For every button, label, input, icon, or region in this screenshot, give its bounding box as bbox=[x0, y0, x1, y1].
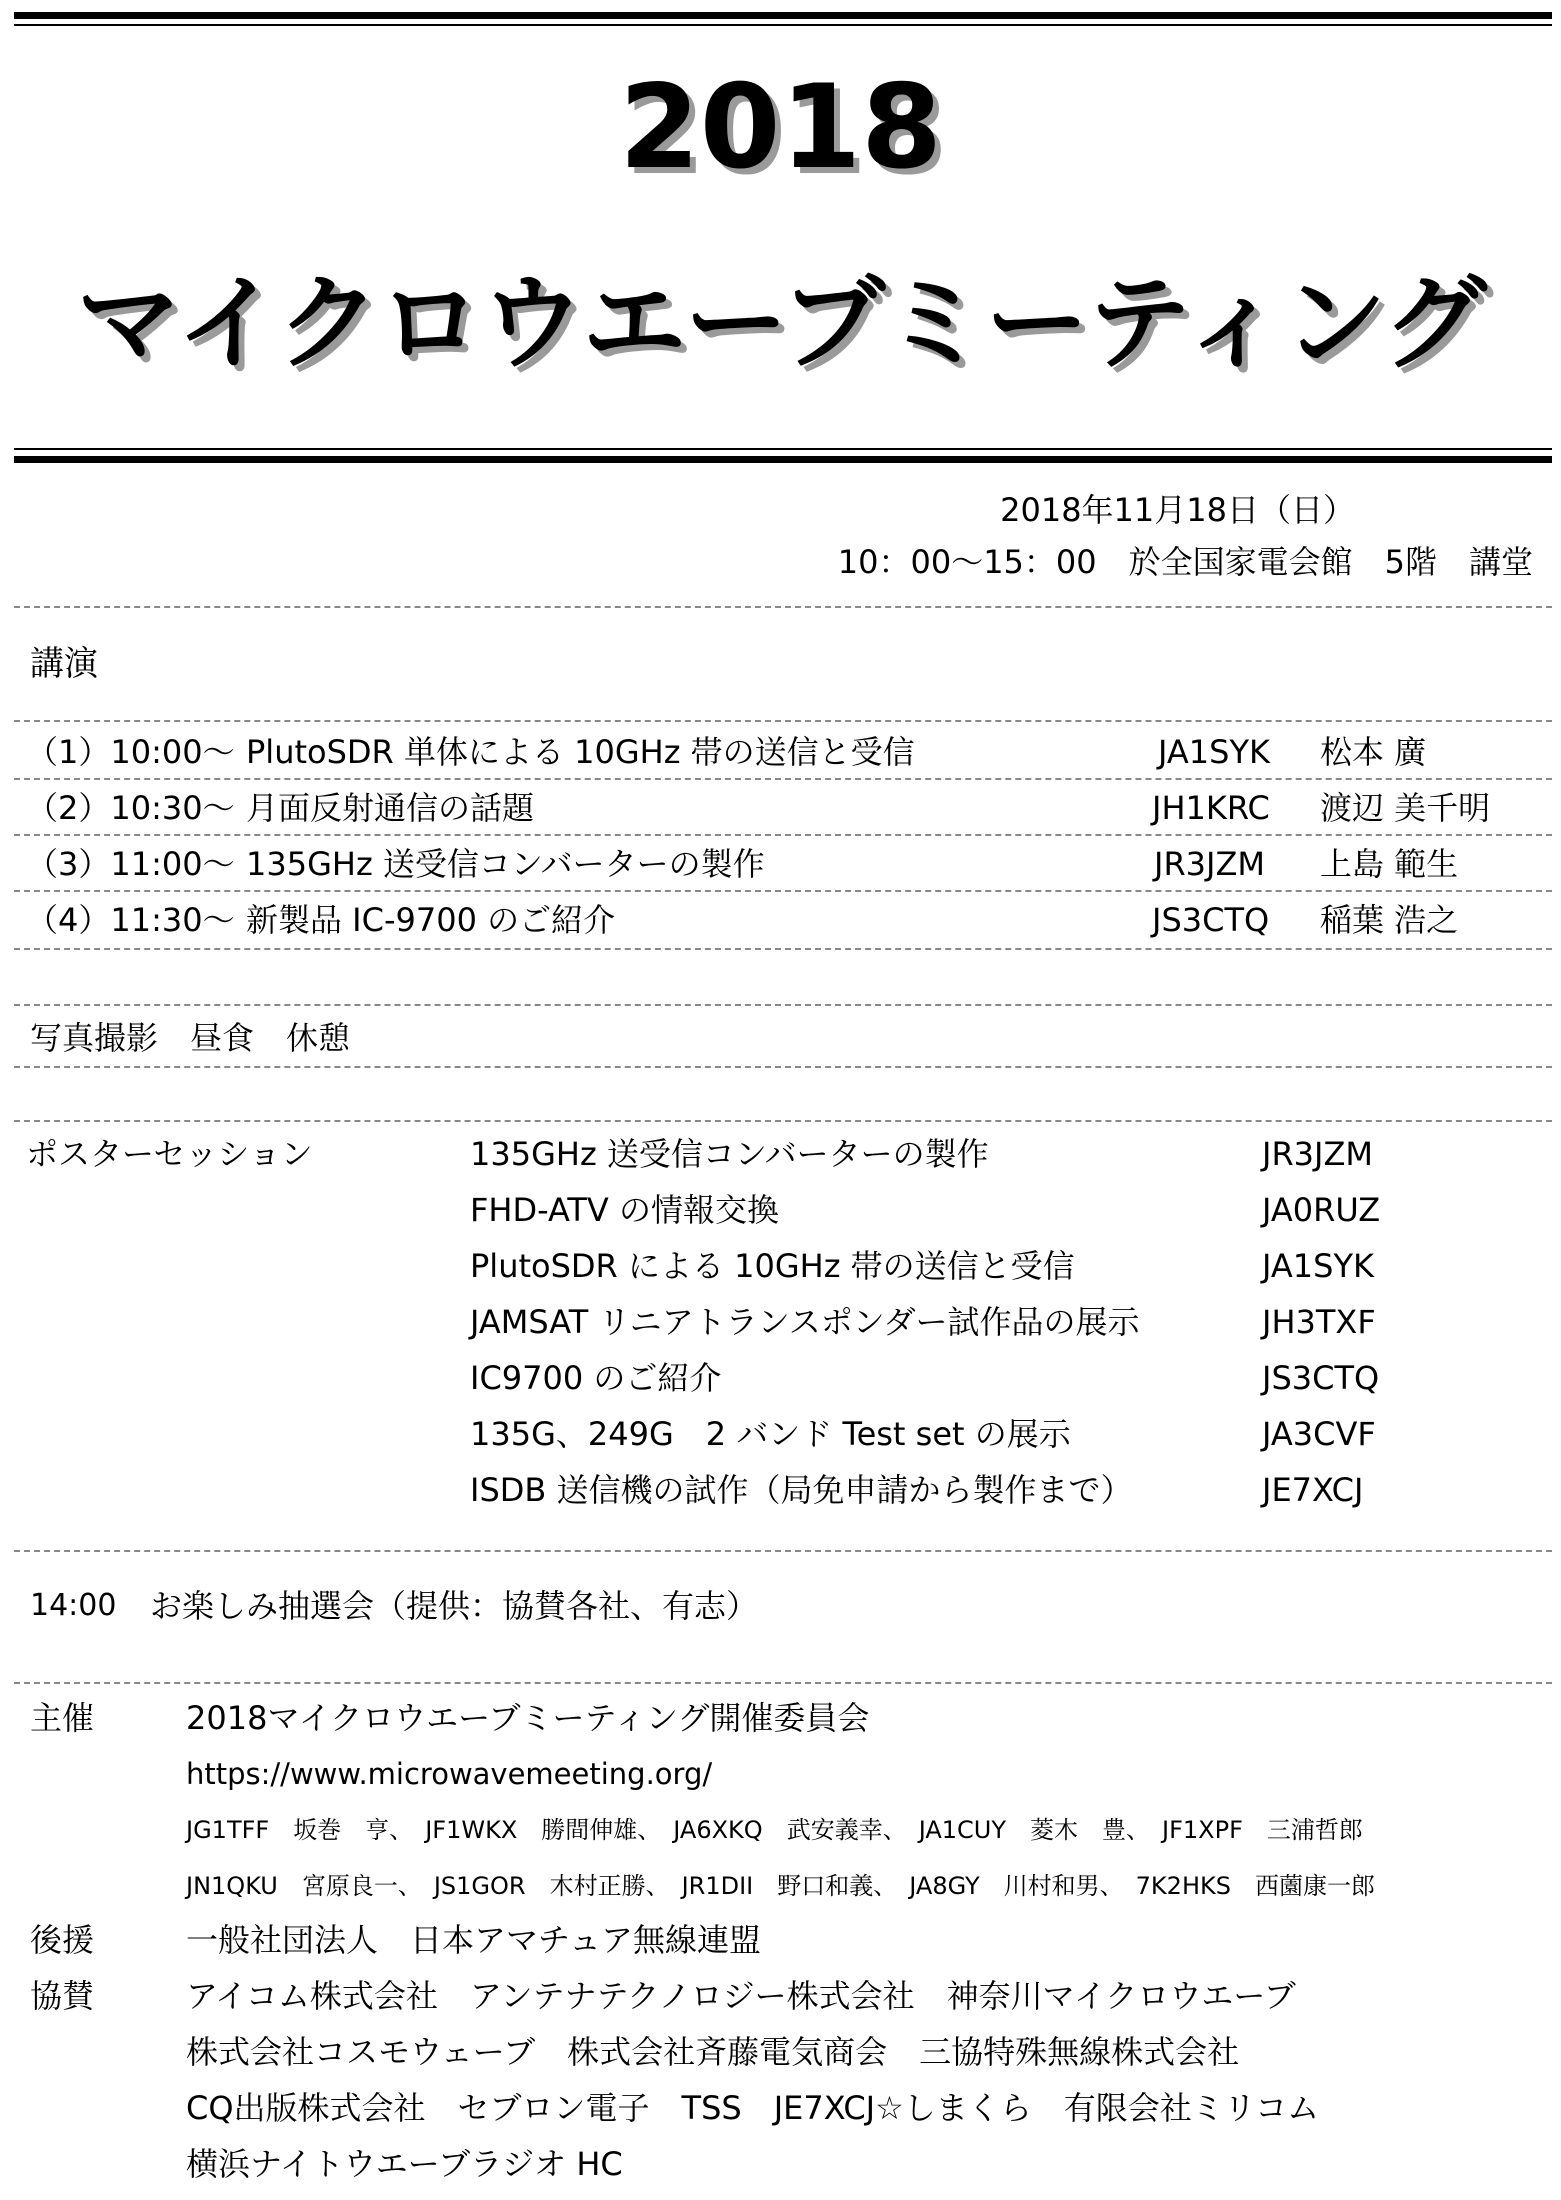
sponsor-line: 株式会社コスモウェーブ 株式会社斉藤電気商会 三協特殊無線株式会社 bbox=[186, 2033, 1240, 2071]
break-line: 写真撮影 昼食 休憩 bbox=[30, 1019, 351, 1057]
support-name: 一般社団法人 日本アマチュア無線連盟 bbox=[186, 1921, 762, 1959]
poster-callsign: JA0RUZ bbox=[1262, 1191, 1381, 1229]
sponsor-line: アイコム株式会社 アンテナテクノロジー株式会社 神奈川マイクロウエーブ bbox=[186, 1977, 1296, 2015]
divider bbox=[14, 1120, 1552, 1122]
committee-members: JG1TFF 坂巻 亨、 JF1WKX 勝間伸雄、 JA6XKQ 武安義幸、 JA1CUY 菱木 豊、 JF1XPF 三浦哲郎 bbox=[186, 1816, 1363, 1844]
divider bbox=[14, 890, 1552, 892]
poster-callsign: JS3CTQ bbox=[1262, 1359, 1380, 1397]
committee-members: JN1QKU 宮原良一、 JS1GOR 木村正勝、 JR1DII 野口和義、 JA8GY 川村和男、 7K2HKS 西薗康一郎 bbox=[186, 1872, 1375, 1900]
lecture-speaker: 稲葉 浩之 bbox=[1320, 901, 1459, 939]
poster-title: ISDB 送信機の試作（局免申請から製作まで） bbox=[470, 1471, 1133, 1509]
organizer-label: 主催 bbox=[30, 1699, 95, 1737]
poster-callsign: JA3CVF bbox=[1262, 1415, 1376, 1453]
lecture-title: 新製品 IC-9700 のご紹介 bbox=[246, 901, 616, 939]
poster-callsign: JE7XCJ bbox=[1262, 1471, 1364, 1509]
bottom-title-rule-thick bbox=[14, 456, 1552, 463]
divider bbox=[14, 948, 1552, 950]
poster-title: JAMSAT リニアトランスポンダー試作品の展示 bbox=[470, 1303, 1140, 1341]
poster-callsign: JH3TXF bbox=[1262, 1303, 1376, 1341]
sponsor-line: 横浜ナイトウエーブラジオ HC bbox=[186, 2145, 623, 2183]
lecture-title: PlutoSDR 単体による 10GHz 帯の送信と受信 bbox=[246, 733, 915, 771]
poster-callsign: JR3JZM bbox=[1262, 1135, 1373, 1173]
lecture-callsign: JA1SYK bbox=[1158, 733, 1270, 771]
poster-title: IC9700 のご紹介 bbox=[470, 1359, 722, 1397]
lecture-title: 135GHz 送受信コンバーターの製作 bbox=[246, 845, 765, 883]
event-date: 2018年11月18日（日） bbox=[1000, 491, 1355, 529]
title-year: 2018 bbox=[619, 60, 942, 195]
poster-title: PlutoSDR による 10GHz 帯の送信と受信 bbox=[470, 1247, 1075, 1285]
lecture-callsign: JS3CTQ bbox=[1152, 901, 1270, 939]
lecture-number: （4）11:30～ bbox=[26, 901, 235, 939]
lecture-title: 月面反射通信の話題 bbox=[246, 789, 535, 827]
bottom-title-rule-thin bbox=[14, 448, 1552, 450]
divider bbox=[14, 834, 1552, 836]
divider bbox=[14, 1550, 1552, 1552]
lecture-callsign: JR3JZM bbox=[1154, 845, 1265, 883]
lecture-speaker: 上島 範生 bbox=[1320, 845, 1459, 883]
title-main: マイクロウエーブミーティング bbox=[76, 262, 1485, 384]
divider bbox=[14, 1682, 1552, 1684]
organizer-name: 2018マイクロウエーブミーティング開催委員会 bbox=[186, 1699, 870, 1737]
support-label: 後援 bbox=[30, 1921, 95, 1959]
poster-heading: ポスターセッション bbox=[26, 1135, 313, 1173]
poster-callsign: JA1SYK bbox=[1262, 1247, 1374, 1285]
lectures-heading: 講演 bbox=[30, 644, 98, 684]
lecture-speaker: 松本 廣 bbox=[1320, 733, 1427, 771]
lecture-callsign: JH1KRC bbox=[1152, 789, 1270, 827]
top-rule-thick bbox=[14, 12, 1552, 19]
lecture-number: （2）10:30～ bbox=[26, 789, 235, 827]
poster-title: 135G、249G 2 バンド Test set の展示 bbox=[470, 1415, 1071, 1453]
divider bbox=[14, 720, 1552, 722]
lottery-text: お楽しみ抽選会（提供：協賛各社、有志） bbox=[150, 1587, 759, 1625]
lecture-speaker: 渡辺 美千明 bbox=[1320, 789, 1491, 827]
organizer-url[interactable]: https://www.microwavemeeting.org/ bbox=[186, 1757, 713, 1791]
poster-title: FHD-ATV の情報交換 bbox=[470, 1191, 779, 1229]
lecture-number: （3）11:00～ bbox=[26, 845, 235, 883]
divider bbox=[14, 1066, 1552, 1068]
event-time-place: 10：00～15：00 於全国家電会館 5階 講堂 bbox=[837, 543, 1533, 581]
divider bbox=[14, 606, 1552, 608]
sponsor-line: CQ出版株式会社 セブロン電子 TSS JE7XCJ☆しまくら 有限会社ミリコム bbox=[186, 2089, 1320, 2127]
poster-title: 135GHz 送受信コンバーターの製作 bbox=[470, 1135, 989, 1173]
top-rule-thin bbox=[14, 24, 1552, 26]
divider bbox=[14, 778, 1552, 780]
lecture-number: （1）10:00～ bbox=[26, 733, 235, 771]
sponsors-label: 協賛 bbox=[30, 1977, 95, 2015]
divider bbox=[14, 1004, 1552, 1006]
lottery-time: 14:00 bbox=[30, 1588, 117, 1623]
